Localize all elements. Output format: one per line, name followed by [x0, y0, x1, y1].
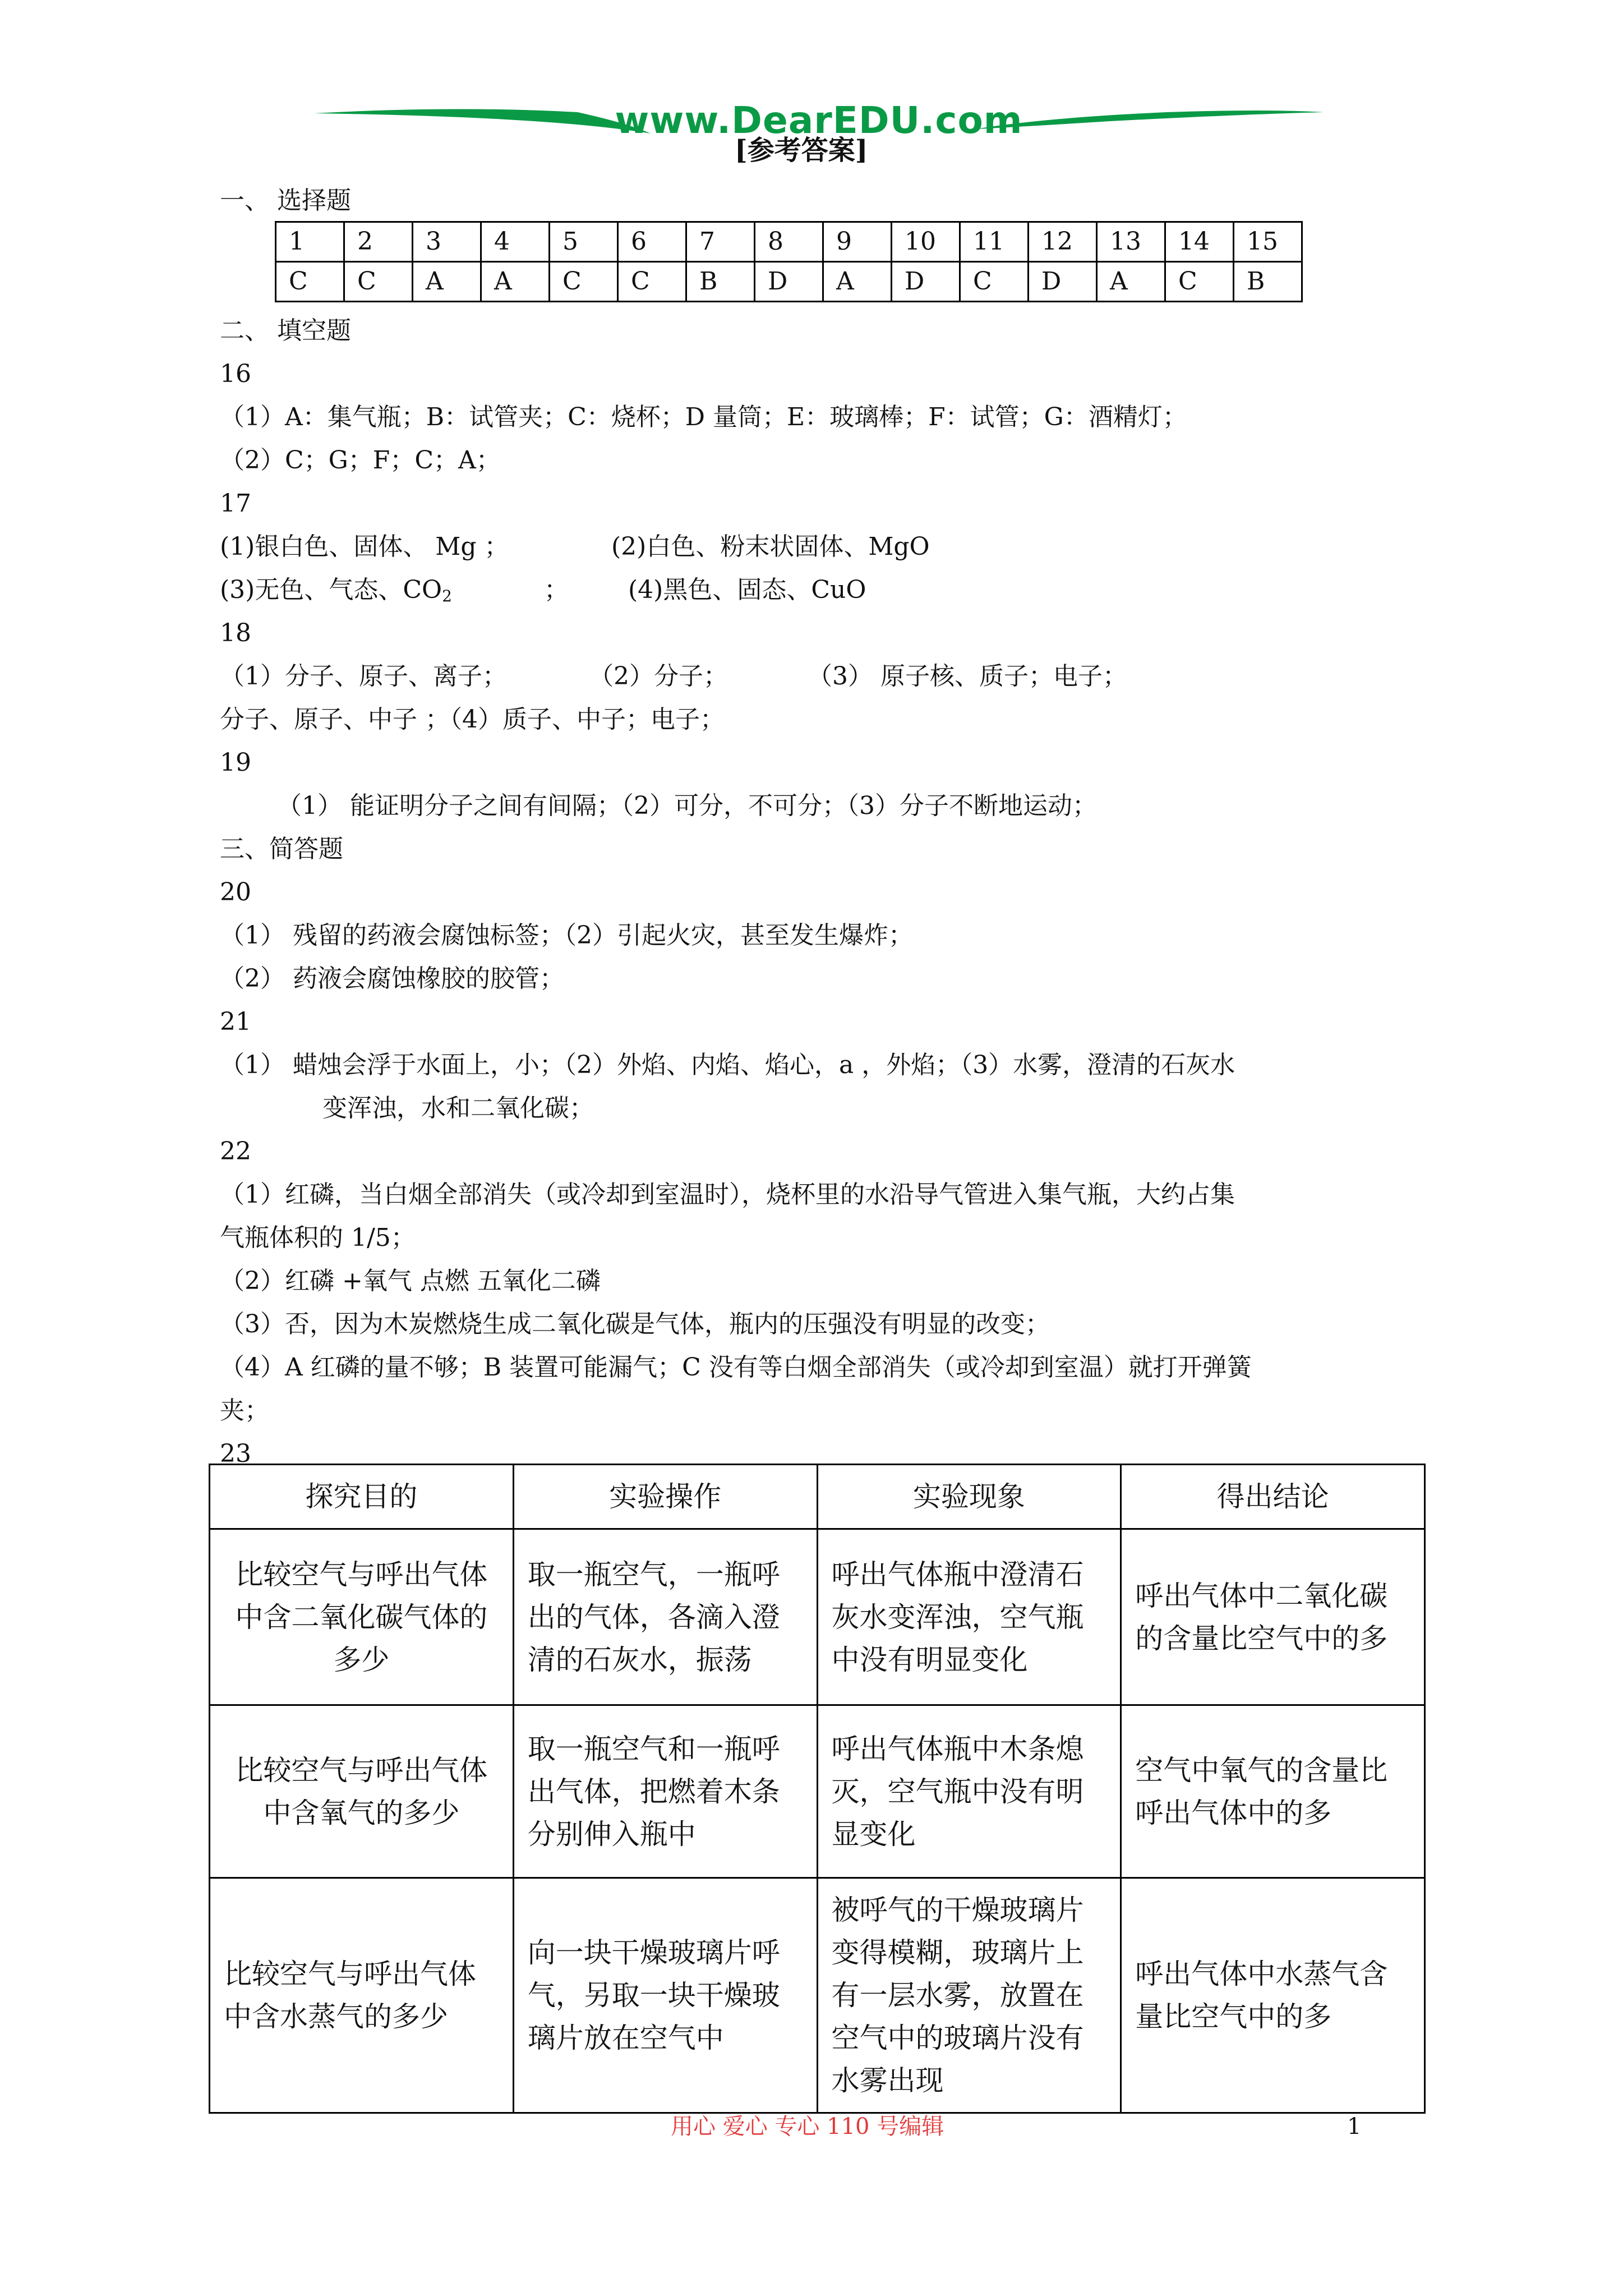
table-cell: B — [686, 262, 755, 302]
section-heading-choice: 一、 选择题 — [220, 186, 351, 215]
table-cell: B — [1234, 262, 1302, 302]
footer-text: 用心 爱心 专心 110 号编辑 — [671, 2114, 944, 2139]
question-number: 16 — [220, 360, 251, 388]
document-title: [参考答案] — [735, 135, 868, 166]
table-cell: 2 — [344, 222, 413, 262]
table-cell: A — [481, 262, 550, 302]
answer-line: (2)白色、粉末状固体、MgO — [611, 532, 930, 561]
table-cell: 5 — [550, 222, 618, 262]
answer-line: （2）红磷 +氧气 点燃 五氧化二磷 — [220, 1267, 601, 1295]
answer-line: （1） 残留的药液会腐蚀标签；（2）引起火灾，甚至发生爆炸； — [220, 921, 913, 950]
table-cell: C — [960, 262, 1029, 302]
answer-line: （1）A：集气瓶；B：试管夹；C：烧杯；D 量筒；E：玻璃棒；F：试管；G：酒精灯； — [220, 403, 1187, 431]
section-heading-fill: 二、 填空题 — [220, 316, 351, 345]
table-cell: D — [892, 262, 960, 302]
table-cell: C — [276, 262, 344, 302]
question-number: 23 — [220, 1439, 251, 1468]
column-header: 探究目的 — [210, 1465, 514, 1529]
table-cell: A — [413, 262, 481, 302]
choice-answer-row — [276, 262, 1302, 302]
answer-line: 夹； — [220, 1396, 269, 1425]
table-cell: 比较空气与呼出气体中含二氧化碳气体的多少 — [210, 1529, 514, 1705]
question-number: 22 — [220, 1137, 251, 1166]
answer-line: （3） 原子核、质子；电子； — [808, 662, 1127, 691]
table-cell: 10 — [892, 222, 960, 262]
question-number: 17 — [220, 489, 251, 518]
answer-line: （2）C；G；F；C；A； — [220, 446, 501, 475]
table-cell: A — [1097, 262, 1165, 302]
section-heading-short-answer: 三、简答题 — [220, 835, 343, 863]
table-cell: 呼出气体瓶中澄清石灰水变浑浊，空气瓶中没有明显变化 — [817, 1529, 1121, 1705]
table-cell: C — [1165, 262, 1234, 302]
column-header: 得出结论 — [1121, 1465, 1425, 1529]
answer-line: 分子、原子、中子 ；（4）质子、中子；电子； — [220, 705, 725, 734]
answer-line: （1）红磷，当白烟全部消失（或冷却到室温时），烧杯里的水沿导气管进入集气瓶，大约占集 — [220, 1180, 1235, 1209]
answer-line: 气瓶体积的 1/5； — [220, 1223, 416, 1252]
table-cell: 被呼气的干燥玻璃片变得模糊，玻璃片上有一层水雾，放置在空气中的玻璃片没有水雾出现 — [817, 1878, 1121, 2113]
table-cell: 呼出气体瓶中木条熄灭，空气瓶中没有明显变化 — [817, 1705, 1121, 1878]
table-cell: 向一块干燥玻璃片呼气，另取一块干燥玻璃片放在空气中 — [513, 1878, 817, 2113]
table-cell: 空气中氧气的含量比呼出气体中的多 — [1121, 1705, 1425, 1878]
answer-text: (3)无色、气态、CO — [220, 576, 442, 604]
table-cell: 呼出气体中二氧化碳的含量比空气中的多 — [1121, 1529, 1425, 1705]
table-cell: 取一瓶空气，一瓶呼出的气体，各滴入澄清的石灰水，振荡 — [513, 1529, 817, 1705]
question-number: 21 — [220, 1007, 251, 1036]
answer-line: （4）A 红磷的量不够；B 装置可能漏气；C 没有等白烟全部消失（或冷却到室温）就打开弹簧 — [220, 1353, 1252, 1382]
answer-line: （2） 药液会腐蚀橡胶的胶管； — [220, 964, 564, 993]
answer-line: （1） 能证明分子之间有间隔；（2）可分，不可分；（3）分子不断地运动； — [277, 792, 1097, 820]
table-cell: 13 — [1097, 222, 1165, 262]
table-cell: D — [1029, 262, 1097, 302]
table-cell: C — [344, 262, 413, 302]
answer-line — [220, 578, 452, 604]
table-cell: C — [550, 262, 618, 302]
table-row — [210, 1529, 1425, 1705]
question-number: 20 — [220, 878, 251, 907]
table-cell: 1 — [276, 222, 344, 262]
answer-line: (4)黑色、固态、CuO — [628, 576, 866, 604]
column-header: 实验操作 — [513, 1465, 817, 1529]
table-cell: 6 — [618, 222, 686, 262]
experiment-table — [209, 1464, 1426, 2114]
answer-line: 变浑浊，水和二氧化碳； — [322, 1094, 594, 1122]
table-cell: 取一瓶空气和一瓶呼出气体，把燃着木条分别伸入瓶中 — [513, 1705, 817, 1878]
table-cell: C — [618, 262, 686, 302]
table-row — [210, 1705, 1425, 1878]
column-header: 实验现象 — [817, 1465, 1121, 1529]
table-cell: 比较空气与呼出气体中含氧气的多少 — [210, 1705, 514, 1878]
site-logo: www.DearEDU.com — [615, 99, 1023, 142]
table-cell: 呼出气体中水蒸气含量比空气中的多 — [1121, 1878, 1425, 2113]
table-cell: 9 — [823, 222, 892, 262]
question-number: 19 — [220, 748, 251, 777]
table-cell: 8 — [755, 222, 823, 262]
answer-line: （1）分子、原子、离子； — [220, 662, 507, 691]
answer-line: (1)银白色、固体、 Mg ； — [220, 532, 509, 561]
table-cell: A — [823, 262, 892, 302]
choice-number-row — [276, 222, 1302, 262]
table-header-row — [210, 1465, 1425, 1529]
table-cell: D — [755, 262, 823, 302]
choice-answer-table — [275, 221, 1303, 302]
answer-line: （3）否，因为木炭燃烧生成二氧化碳是气体，瓶内的压强没有明显的改变； — [220, 1310, 1050, 1338]
table-cell: 11 — [960, 222, 1029, 262]
table-cell: 3 — [413, 222, 481, 262]
table-cell: 4 — [481, 222, 550, 262]
page-number: 1 — [1347, 2114, 1362, 2139]
answer-line: （1） 蜡烛会浮于水面上，小；（2）外焰、内焰、焰心，a ，外焰；（3）水雾，澄清的石灰水 — [220, 1051, 1235, 1079]
separator: ； — [544, 576, 569, 604]
table-row — [210, 1878, 1425, 2113]
question-number: 18 — [220, 619, 251, 647]
answer-line: （2）分子； — [589, 662, 728, 691]
table-cell: 比较空气与呼出气体中含水蒸气的多少 — [210, 1878, 514, 2113]
table-cell: 7 — [686, 222, 755, 262]
subscript: 2 — [442, 587, 452, 605]
table-cell: 14 — [1165, 222, 1234, 262]
table-cell: 12 — [1029, 222, 1097, 262]
table-cell: 15 — [1234, 222, 1302, 262]
